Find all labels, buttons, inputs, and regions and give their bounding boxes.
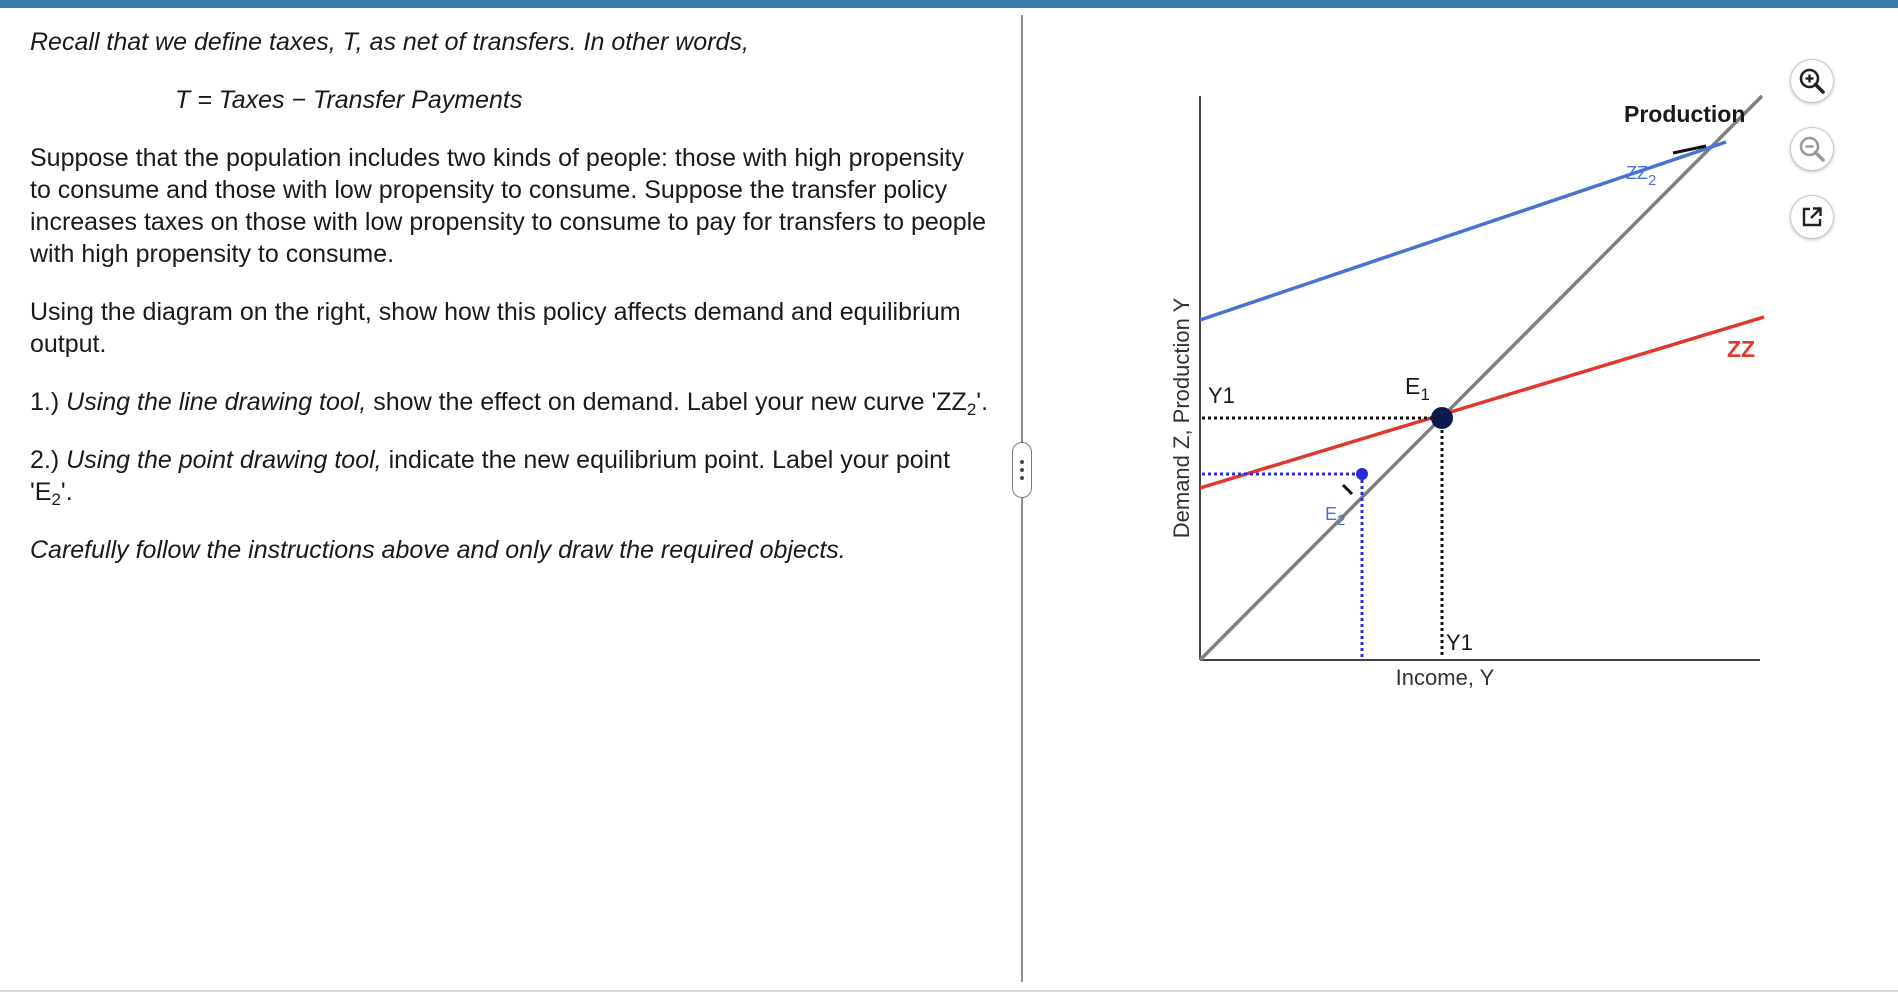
e1-point[interactable] bbox=[1432, 408, 1452, 428]
step-1-text: show the effect on demand. Label your new curve bbox=[373, 388, 925, 416]
y1-label-y-axis: Y1 bbox=[1208, 383, 1235, 408]
e2-label: $E_2$ bbox=[1325, 504, 1346, 529]
zoom-in-button[interactable] bbox=[1790, 59, 1834, 103]
prompt-text: Using the diagram on the right, show how this policy affects demand and equilibrium output. bbox=[30, 298, 961, 358]
step-1 bbox=[30, 386, 990, 418]
zz-label: ZZ bbox=[1727, 336, 1756, 362]
top-accent-bar bbox=[0, 0, 1898, 8]
intro-text: Recall that we define taxes, T, as net of transfers. In other words, bbox=[30, 28, 749, 56]
e1-label: $E_1$ bbox=[1405, 373, 1430, 404]
e2-point[interactable] bbox=[1356, 468, 1368, 480]
step-2 bbox=[30, 444, 990, 508]
step-1-number: 1.) bbox=[30, 388, 60, 416]
step-1-tool: Using the line drawing tool, bbox=[66, 388, 367, 416]
scenario-text: Suppose that the population includes two kinds of people: those with high propensity to consume and those with low propensity to consume. Suppose the transfer policy increases taxes on those with low propensity to consume to pay for transfers to people with high propensity to consume. bbox=[30, 144, 987, 268]
closing-text: Carefully follow the instructions above and only draw the required objects. bbox=[30, 536, 846, 564]
panel-divider bbox=[1021, 15, 1023, 982]
question-panel bbox=[30, 26, 990, 566]
bottom-rule bbox=[0, 990, 1898, 992]
splitter-handle[interactable] bbox=[1012, 442, 1032, 498]
step-2-label: '$E_2$'. bbox=[30, 478, 73, 509]
drag-dots-icon bbox=[1020, 460, 1024, 480]
popout-button[interactable] bbox=[1790, 195, 1834, 239]
popout-icon bbox=[1799, 204, 1825, 230]
zz2-label: $ZZ_2$ bbox=[1626, 163, 1657, 189]
e2-label-leader bbox=[1343, 485, 1352, 494]
production-label: Production bbox=[1624, 101, 1746, 127]
step-2-tool: Using the point drawing tool, bbox=[66, 446, 382, 474]
zz-line[interactable] bbox=[1200, 317, 1764, 488]
zoom-in-icon bbox=[1797, 66, 1827, 96]
y1-label-x-axis: Y1 bbox=[1446, 630, 1473, 655]
step-2-text: indicate the new equilibrium point. Label your point bbox=[388, 446, 951, 474]
zoom-out-button[interactable] bbox=[1790, 127, 1834, 171]
x-axis-label: Income, Y bbox=[1395, 665, 1495, 690]
production-line[interactable] bbox=[1200, 96, 1762, 660]
equilibrium-diagram[interactable] bbox=[1160, 60, 1780, 700]
formula-text: T = Taxes − Transfer Payments bbox=[175, 86, 523, 114]
zoom-out-icon bbox=[1797, 134, 1827, 164]
step-2-number: 2.) bbox=[30, 446, 60, 474]
step-1-label: '$ZZ_2$'. bbox=[931, 388, 989, 419]
y-axis-label: Demand Z, Production Y bbox=[1169, 297, 1194, 539]
